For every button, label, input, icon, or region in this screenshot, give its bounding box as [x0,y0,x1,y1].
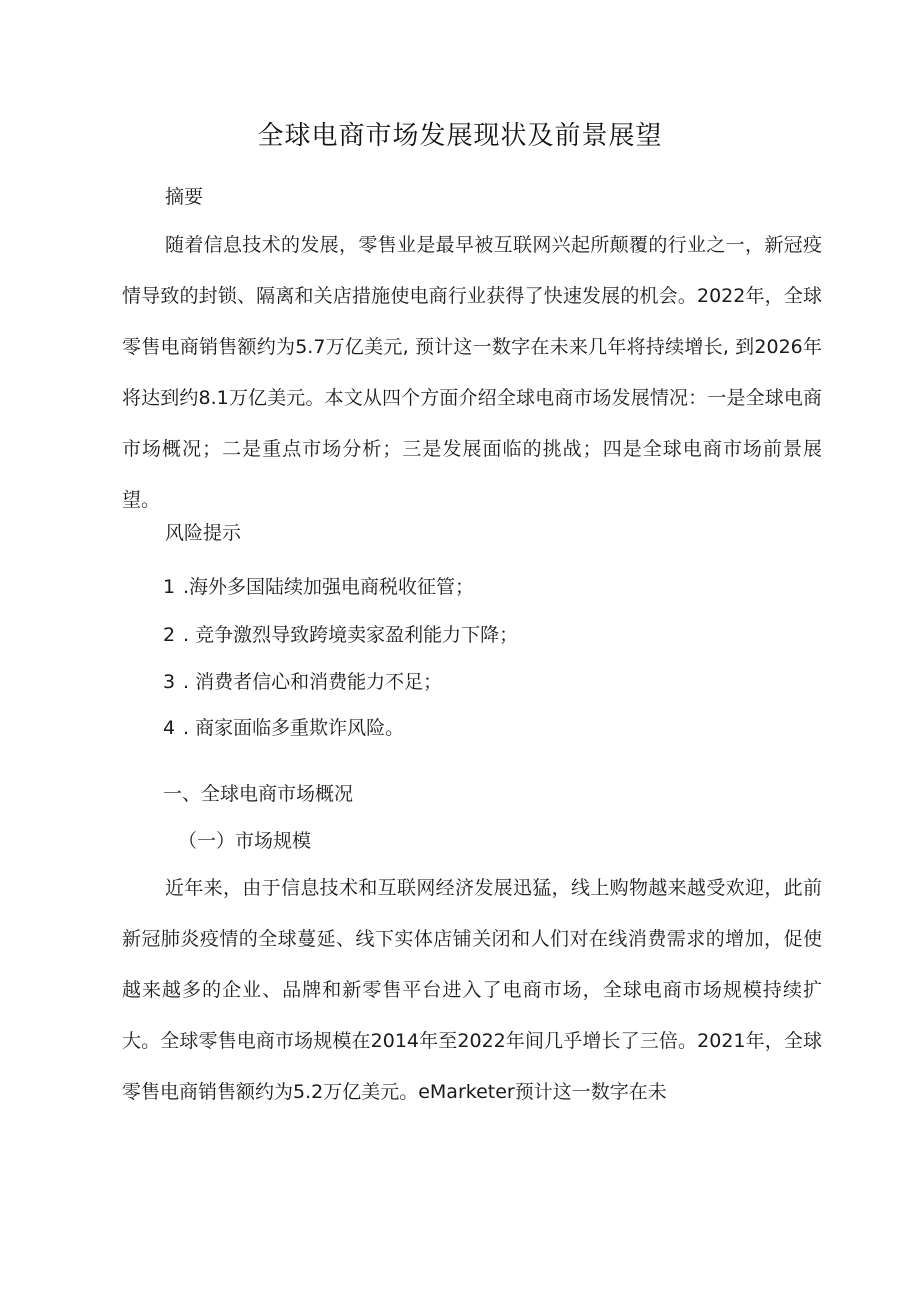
risk-item [163,667,442,697]
risk-item [163,572,474,602]
risk-item-number: 4 [163,717,176,739]
section-paragraph: 近年来，由于信息技术和互联网经济发展迅猛，线上购物越来越受欢迎，此前新冠肺炎疫情的全球蔓延、线下实体店铺关闭和人们对在线消费需求的增加，促使越来越多的企业、品牌和新零售平台进入了电商市场，全球电商市场规模持续扩大。全球零售电商市场规模在2014年至2022年间几乎增长了三倍。2021年，全球零售电商销售额约为5.2万亿美元。eMarketer预计这一数字在未 [122,877,822,1103]
risk-item-text: . 商家面临多重欺诈风险。 [183,717,405,739]
risk-label: 风险提示 [165,522,242,544]
risk-item-text: . 消费者信心和消费能力不足； [183,671,443,693]
abstract-paragraph: 随着信息技术的发展，零售业是最早被互联网兴起所颠覆的行业之一，新冠疫情导致的封锁、隔离和关店措施使电商行业获得了快速发展的机会。2022年，全球零售电商销售额约为5.7万亿美元, 预计这一数字在未来几年将持续增长, 到2026年将达到约8.1万亿美元。本文从四个方面介绍全球电商市场发展情况：一是全球电商市场概况；二是重点市场分析；三是发展面临的挑战；四是全球电商市场前景展望。 [122,234,822,511]
risk-item-number: 2 [163,624,176,646]
risk-item-text: .海外多国陆续加强电商税收征管； [183,576,475,598]
abstract-label: 摘要 [165,186,204,208]
risk-item-number: 1 [163,576,176,598]
document-title: 全球电商市场发展现状及前景展望 [257,121,663,151]
risk-item-number: 3 [163,671,176,693]
risk-item-text: . 竞争激烈导致跨境卖家盈利能力下降； [183,624,519,646]
risk-item [163,713,404,743]
subsection-heading: （一）市场规模 [178,830,312,852]
risk-item [163,620,518,650]
section-heading: 一、全球电商市场概况 [163,783,354,805]
